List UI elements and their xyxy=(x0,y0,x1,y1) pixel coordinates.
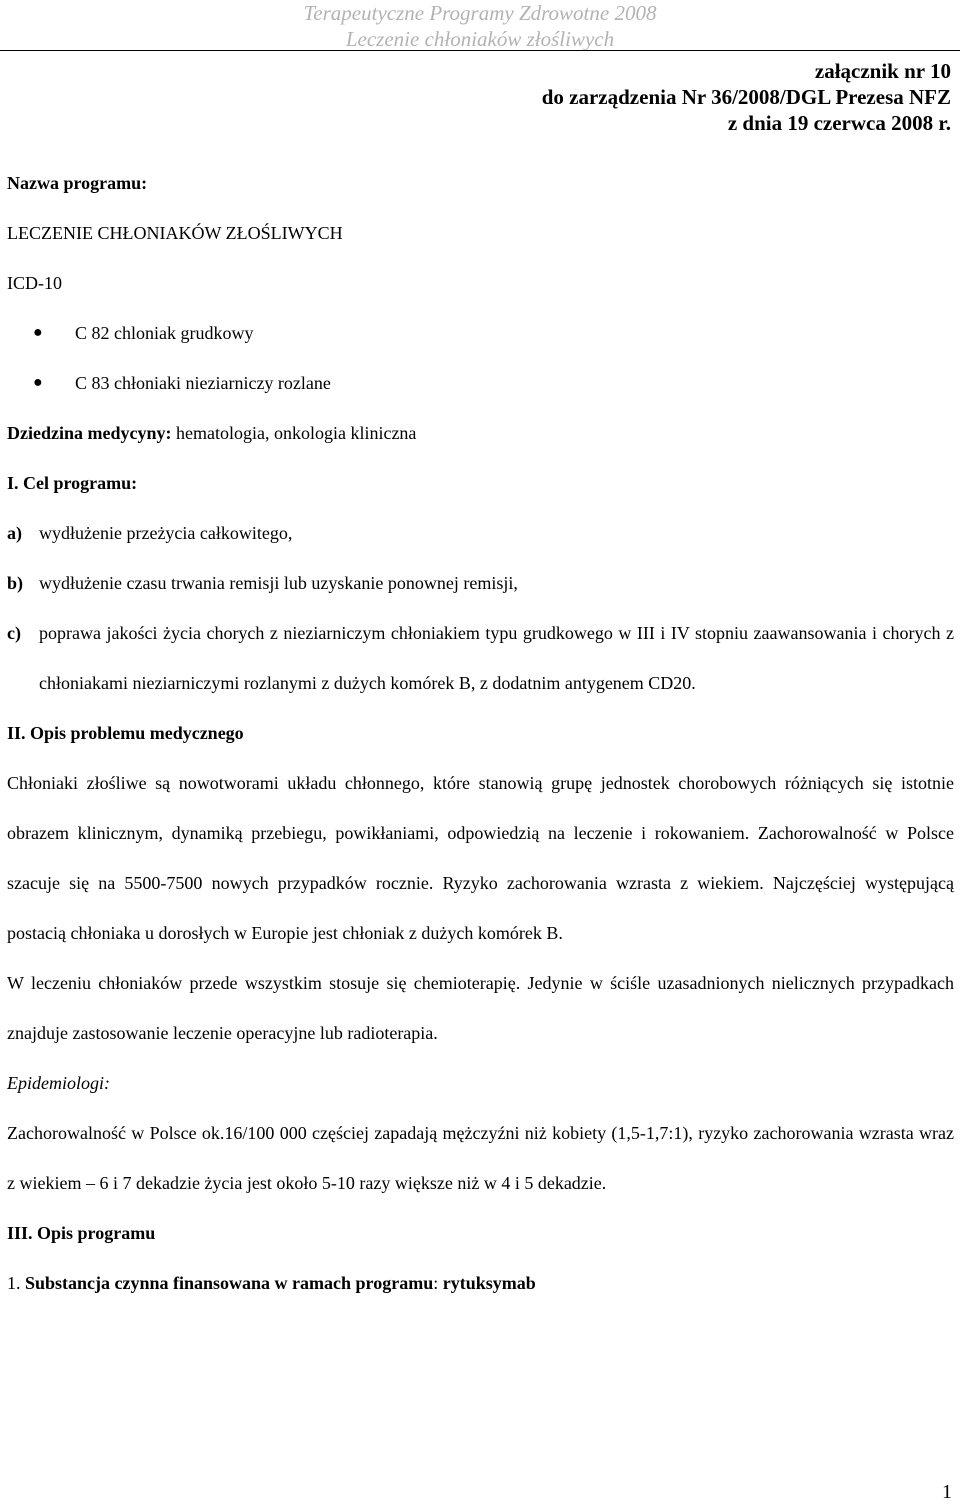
icd-label: ICD-10 xyxy=(7,273,62,293)
icd-item-text: C 83 chłoniaki nieziarniczy rozlane xyxy=(75,373,331,393)
bullet-dot-icon: ● xyxy=(33,374,43,391)
header-divider xyxy=(0,50,960,51)
medical-field-value: hematologia, onkologia kliniczna xyxy=(171,423,417,443)
annex-block xyxy=(542,58,951,136)
active-substance-value: rytuksymab xyxy=(442,1273,536,1293)
running-header-title: Terapeutyczne Programy Zdrowotne 2008 xyxy=(303,1,657,25)
medical-field-label: Dziedzina medycyny: xyxy=(7,423,172,443)
medical-field xyxy=(7,408,954,458)
epidemiology-title: Epidemiologi: xyxy=(7,1073,110,1093)
annex-ordinance: do zarządzenia Nr 36/2008/DGL Prezesa NFZ xyxy=(541,85,951,109)
section-2-title: II. Opis problemu medycznego xyxy=(7,723,244,743)
program-name: LECZENIE CHŁONIAKÓW ZŁOŚLIWYCH xyxy=(7,223,343,243)
icd-item xyxy=(7,358,954,408)
goal-item-b xyxy=(7,558,954,608)
paragraph-overview: Chłoniaki złośliwe są nowotworami układu chłonnego, które stanowią grupę jednostek chorobowych różniących się istotnie obrazem klinicznym, dynamiką przebiegu, powikłaniami, odpowiedzią na leczenie i rokowaniem. Zachorowalność w Polsce szacuje się na 5500-7500 nowych przypadków rocznie. Ryzyko zachorowania wzrasta z wiekiem. Najczęściej występującą postacią chłoniaka u dorosłych w Europie jest chłoniak z dużych komórek B. xyxy=(7,773,954,943)
page-number: 1 xyxy=(942,1481,952,1503)
item-number: 1. xyxy=(7,1273,21,1293)
active-substance-colon: : xyxy=(433,1273,443,1293)
bullet-dot-icon: ● xyxy=(33,324,43,341)
goal-letter: c) xyxy=(7,623,21,643)
active-substance-label: Substancja czynna finansowana w ramach programu xyxy=(20,1273,434,1293)
paragraph-epidemiology: Zachorowalność w Polsce ok.16/100 000 częściej zapadają mężczyźni niż kobiety (1,5-1,7:1), ryzyko zachorowania wzrasta wraz z wiekiem – 6 i 7 dekadzie życia jest około 5-10 razy większe niż w 4 i 5 dekadzie. xyxy=(7,1123,954,1193)
goal-letter: b) xyxy=(7,573,24,593)
goal-item-c xyxy=(7,608,954,708)
section-3-title: III. Opis programu xyxy=(7,1223,156,1243)
goal-text: poprawa jakości życia chorych z nieziarniczym chłoniakiem typu grudkowego w III i IV stopniu zaawansowania i chorych z chłoniakami nieziarniczymi rozlanymi z dużych komórek B, z dodatnim antygenem CD20. xyxy=(39,623,954,693)
icd-item xyxy=(7,308,954,358)
annex-number: załącznik nr 10 xyxy=(814,59,951,83)
goal-text: wydłużenie czasu trwania remisji lub uzyskanie ponownej remisji, xyxy=(39,573,518,593)
goal-letter: a) xyxy=(7,523,22,543)
running-header-subtitle: Leczenie chłoniaków złośliwych xyxy=(345,27,615,51)
document-body xyxy=(7,158,954,1308)
active-substance xyxy=(7,1258,954,1308)
paragraph-treatment: W leczeniu chłoniaków przede wszystkim stosuje się chemioterapię. Jedynie w ściśle uzasadnionych nielicznych przypadkach znajduje zastosowanie leczenie operacyjne lub radioterapia. xyxy=(7,973,954,1043)
program-name-label: Nazwa programu: xyxy=(7,173,148,193)
goal-text: wydłużenie przeżycia całkowitego, xyxy=(39,523,293,543)
section-1-title: I. Cel programu: xyxy=(7,473,138,493)
annex-date: z dnia 19 czerwca 2008 r. xyxy=(727,111,951,135)
running-header xyxy=(0,0,960,52)
icd-item-text: C 82 chloniak grudkowy xyxy=(75,323,254,343)
goal-item-a xyxy=(7,508,954,558)
